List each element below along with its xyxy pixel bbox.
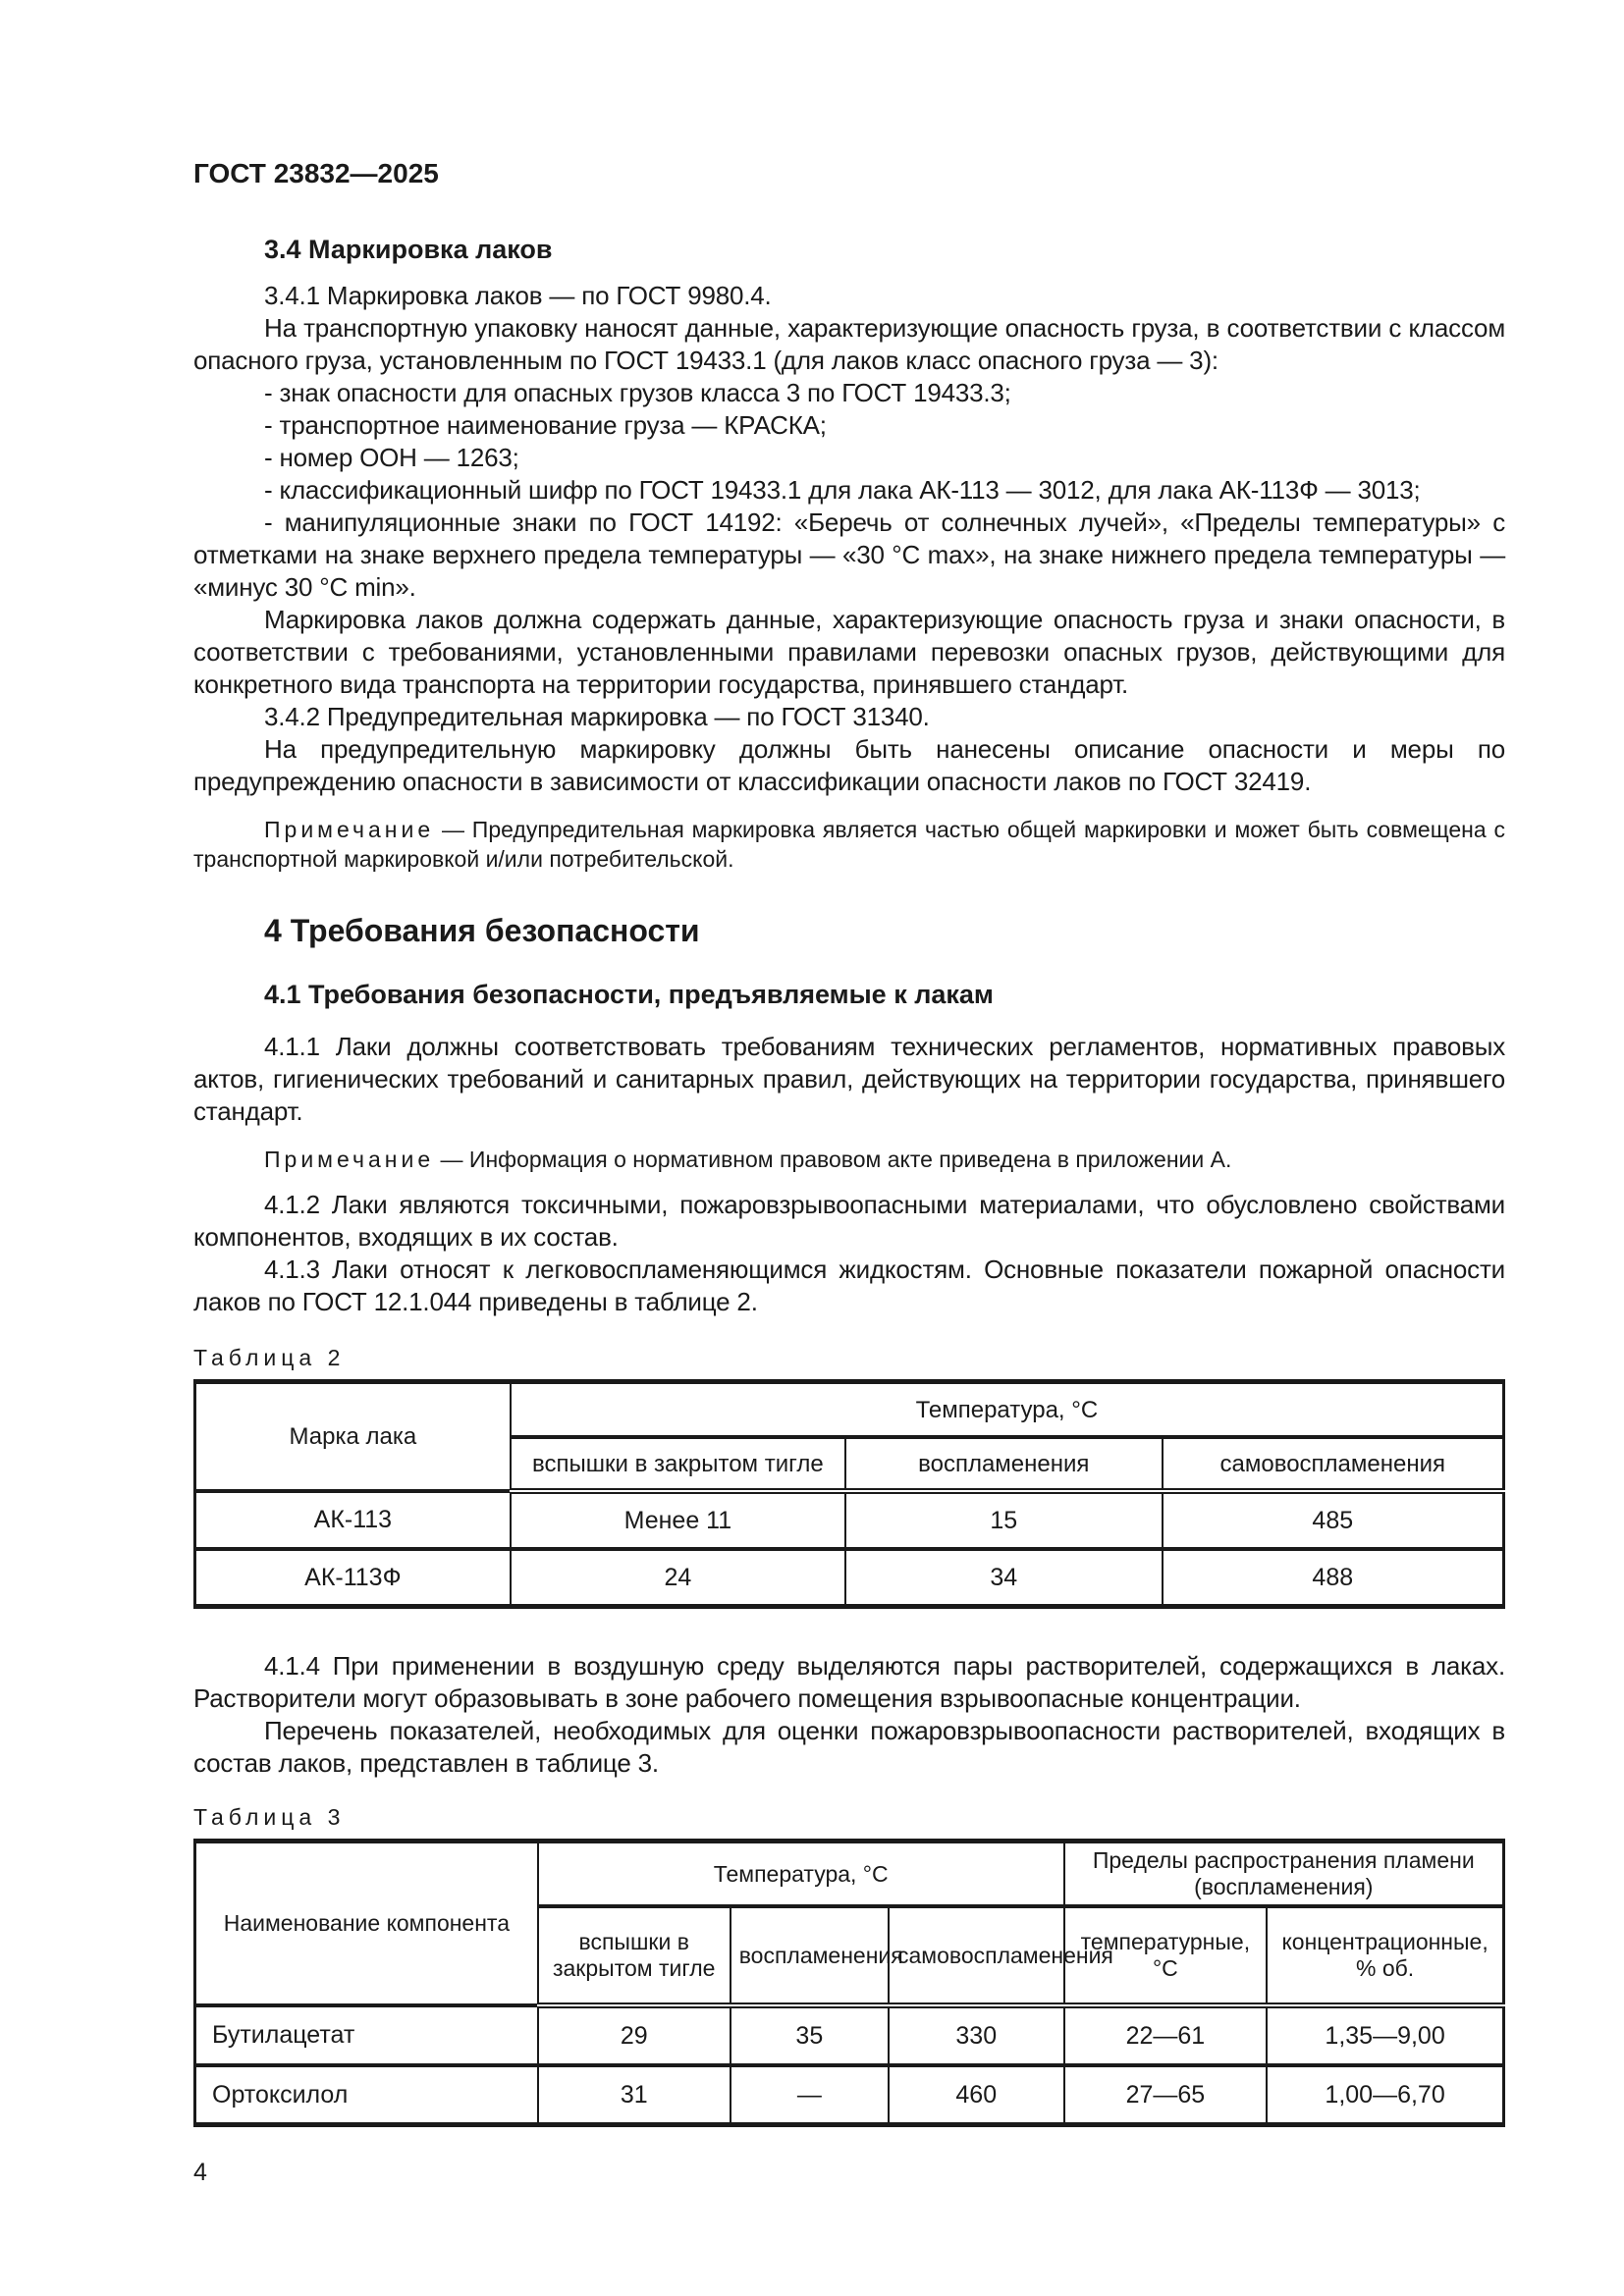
note-label: Примечание (264, 817, 435, 842)
paragraph-3-4-1: 3.4.1 Маркировка лаков — по ГОСТ 9980.4. (264, 281, 772, 310)
note-text: — Информация о нормативном правовом акте приведена в приложении А. (440, 1147, 1232, 1172)
paragraph-warning-marking: На предупредительную маркировку должны быть нанесены описание опасности и меры по предупреждению опасности в зависимости от классификации опасности лаков по ГОСТ 32419. (193, 734, 1505, 796)
list-item-danger-sign: - знак опасности для опасных грузов класса 3 по ГОСТ 19433.3; (264, 378, 1011, 407)
table3-subheader-conc-limits: концентрационные, % об. (1267, 1906, 1503, 2005)
table-cell: АК-113Ф (195, 1549, 511, 1607)
note-text: — Предупредительная маркировка является частью общей маркировки и может быть совмещена с транспортной маркировкой и/или потребительской. (193, 817, 1506, 872)
table3-subheader-temp-limits: температурные, °С (1064, 1906, 1268, 2005)
list-item-un-number: - номер ООН — 1263; (264, 443, 519, 472)
paragraph-4-1-1: 4.1.1 Лаки должны соответствовать требованиям технических регламентов, нормативных правовых актов, гигиенических требований и санитарных правил, действующих на территории государства, принявшего стандарт. (193, 1032, 1505, 1126)
table2-group-header: Температура, °С (511, 1382, 1504, 1438)
table-cell: 34 (845, 1549, 1163, 1607)
paragraph-transport-packaging: На транспортную упаковку наносят данные, характеризующие опасность груза, в соответствии с классом опасного груза, установленным по ГОСТ 19433.1 (для лаков класс опасного груза — 3): (193, 313, 1505, 375)
table3-row-butyl-acetate (195, 2005, 1504, 2065)
paragraph-marking-requirements: Маркировка лаков должна содержать данные, характеризующие опасность груза и знаки опасности, в соответствии с требованиями, установленными правилами перевозки опасных грузов, действующими для конкретного вида транспорта на территории государства, принявшего стандарт. (193, 605, 1505, 699)
table-cell: 29 (538, 2005, 731, 2065)
list-item-transport-name: - транспортное наименование груза — КРАСКА; (264, 410, 827, 440)
table2-subheader-flash: вспышки в закрытом тигле (511, 1437, 845, 1491)
table-cell: 485 (1163, 1491, 1504, 1549)
paragraph-4-1-2: 4.1.2 Лаки являются токсичными, пожаровзрывоопасными материалами, что обусловлено свойствами компонентов, входящих в их состав. (193, 1190, 1505, 1252)
section-4-1-heading: 4.1 Требования безопасности, предъявляемые к лакам (264, 980, 994, 1009)
table3-subheader-ignition: воспламенения (731, 1906, 889, 2005)
table-cell: 27—65 (1064, 2065, 1268, 2125)
table2-subheader-ignition: воспламенения (845, 1437, 1163, 1491)
table3-col1-header: Наименование компонента (195, 1842, 538, 2006)
table-cell: 22—61 (1064, 2005, 1268, 2065)
table3-subheader-flash: вспышки в закрытом тигле (538, 1906, 731, 2005)
table-cell: 488 (1163, 1549, 1504, 1607)
table2-row-ak113 (195, 1491, 1504, 1549)
table3-group-header-temperature: Температура, °С (538, 1842, 1064, 1907)
table2-fire-hazard (193, 1379, 1505, 1609)
table-cell: Ортоксилол (195, 2065, 538, 2125)
table2-col1-header: Марка лака (195, 1382, 511, 1492)
table-cell: 35 (731, 2005, 889, 2065)
paragraph-4-1-3: 4.1.3 Лаки относят к легковоспламеняющимся жидкостям. Основные показатели пожарной опасности лаков по ГОСТ 12.1.044 приведены в таблице 2. (193, 1255, 1505, 1316)
note-label: Примечание (264, 1147, 435, 1172)
table-cell: 330 (889, 2005, 1064, 2065)
table-cell: АК-113 (195, 1491, 511, 1549)
table-cell: Менее 11 (511, 1491, 845, 1549)
table-cell: — (731, 2065, 889, 2125)
note-marking (193, 815, 1505, 874)
table2-row-ak113f (195, 1549, 1504, 1607)
table-cell: 1,00—6,70 (1267, 2065, 1503, 2125)
table-cell: 1,35—9,00 (1267, 2005, 1503, 2065)
paragraph-3-4-2: 3.4.2 Предупредительная маркировка — по ГОСТ 31340. (264, 702, 930, 731)
table-cell: 460 (889, 2065, 1064, 2125)
table2-caption: Таблица 2 (193, 1345, 346, 1370)
list-item-classification-code: - классификационный шифр по ГОСТ 19433.1 для лака АК-113 — 3012, для лака АК-113Ф — 3013; (264, 475, 1421, 505)
table-cell: 15 (845, 1491, 1163, 1549)
table3-subheader-autoignition: самовоспламенения (889, 1906, 1064, 2005)
table3-solvent-hazard (193, 1839, 1505, 2127)
table3-row-orthoxylene (195, 2065, 1504, 2125)
table2-subheader-autoignition: самовоспламенения (1163, 1437, 1504, 1491)
table3-group-header-flame-limits: Пределы распространения пламени (воспламенения) (1064, 1842, 1504, 1907)
table-cell: 31 (538, 2065, 731, 2125)
table-cell: Бутилацетат (195, 2005, 538, 2065)
table-cell: 24 (511, 1549, 845, 1607)
paragraph-indicator-list: Перечень показателей, необходимых для оценки пожаровзрывоопасности растворителей, входящих в состав лаков, представлен в таблице 3. (193, 1716, 1505, 1778)
table3-caption: Таблица 3 (193, 1804, 346, 1830)
section-4-heading: 4 Требования безопасности (264, 913, 700, 948)
section-3-4-heading: 3.4 Маркировка лаков (264, 235, 553, 264)
note-regulatory-act (193, 1145, 1505, 1174)
page-number: 4 (193, 2159, 207, 2186)
list-item-handling-marks: - манипуляционные знаки по ГОСТ 14192: «Беречь от солнечных лучей», «Пределы температуры» с отметками на знаке верхнего предела температуры — «30 °С max», на знаке нижнего предела температуры — «минус 30 °С min». (193, 507, 1505, 602)
paragraph-4-1-4: 4.1.4 При применении в воздушную среду выделяются пары растворителей, содержащихся в лаках. Растворители могут образовывать в зоне рабочего помещения взрывоопасные концентрации. (193, 1651, 1505, 1713)
doc-code: ГОСТ 23832—2025 (193, 158, 439, 188)
